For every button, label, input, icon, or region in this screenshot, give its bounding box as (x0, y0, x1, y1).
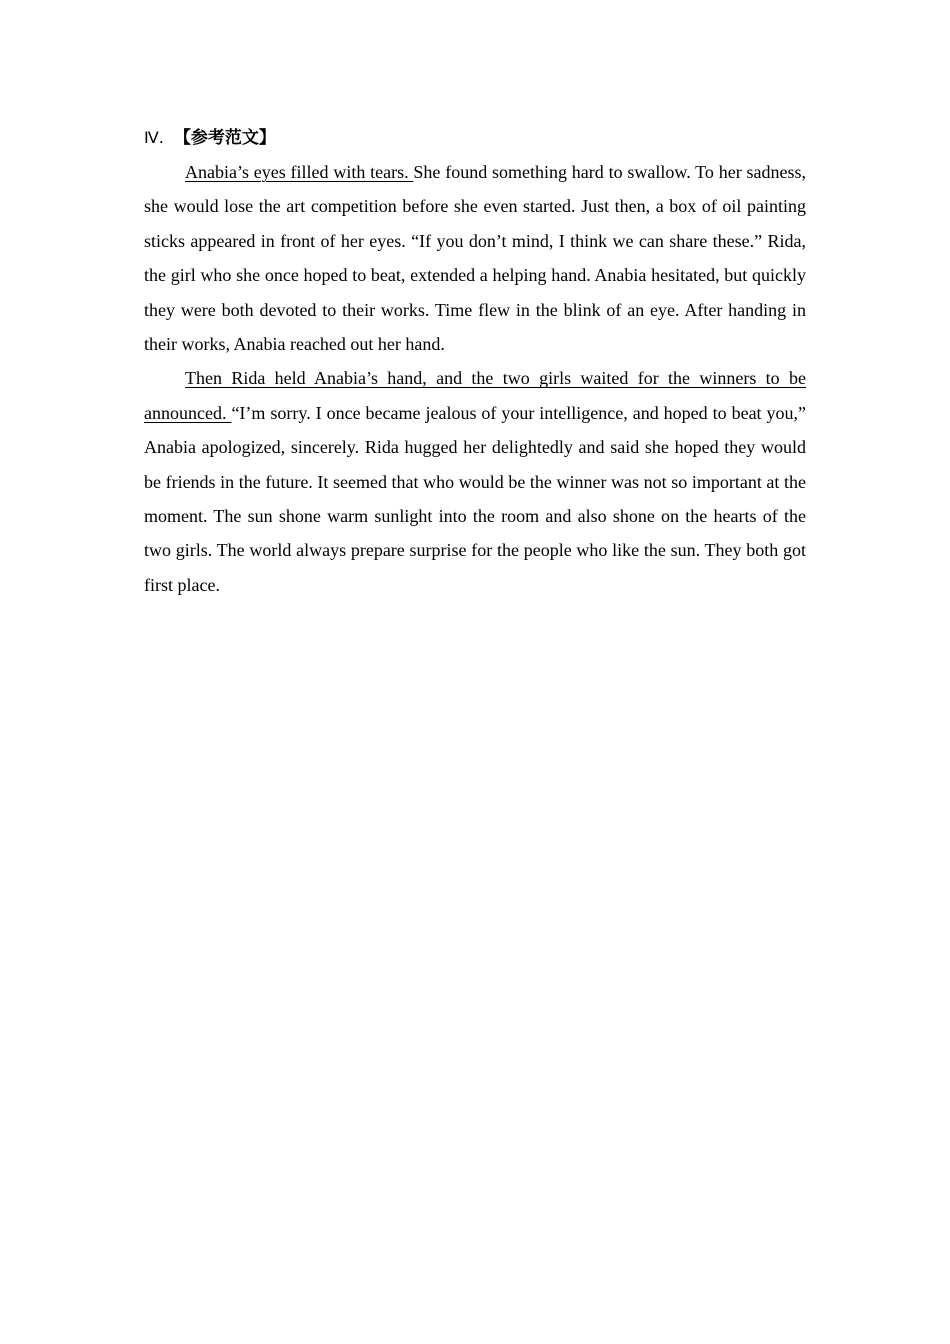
document-page (144, 120, 806, 602)
paragraph-body-1: She found something hard to swallow. To her sadness, she would lose the art competition before she even started. Just then, a box of oil painting sticks appeared in front of her eyes. “If you don’t mind, I think we can share these.” Rida, the girl who she once hoped to beat, extended a helping hand. Anabia hesitated, but quickly they were both devoted to their works. Time flew in the blink of an eye. After handing in their works, Anabia reached out her hand. (144, 162, 806, 355)
section-numeral: Ⅳ. (144, 128, 164, 147)
given-opening-sentence-2: Then Rida held Anabia’s hand, and the two girls waited for the winners to be announced. (144, 368, 806, 423)
essay-paragraph-1 (144, 155, 806, 361)
essay-paragraph-2 (144, 361, 806, 602)
section-title: 【参考范文】 (173, 128, 276, 148)
section-heading (144, 120, 806, 155)
paragraph-body-2: “I’m sorry. I once became jealous of your intelligence, and hoped to beat you,” Anabia apologized, sincerely. Rida hugged her delightedly and said she hoped they would be friends in the future. It seemed that who would be the winner was not so important at the moment. The sun shone warm sunlight into the room and also shone on the hearts of the two girls. The world always prepare surprise for the people who like the sun. They both got first place. (144, 402, 807, 595)
given-opening-sentence-1: Anabia’s eyes filled with tears. (185, 162, 414, 182)
